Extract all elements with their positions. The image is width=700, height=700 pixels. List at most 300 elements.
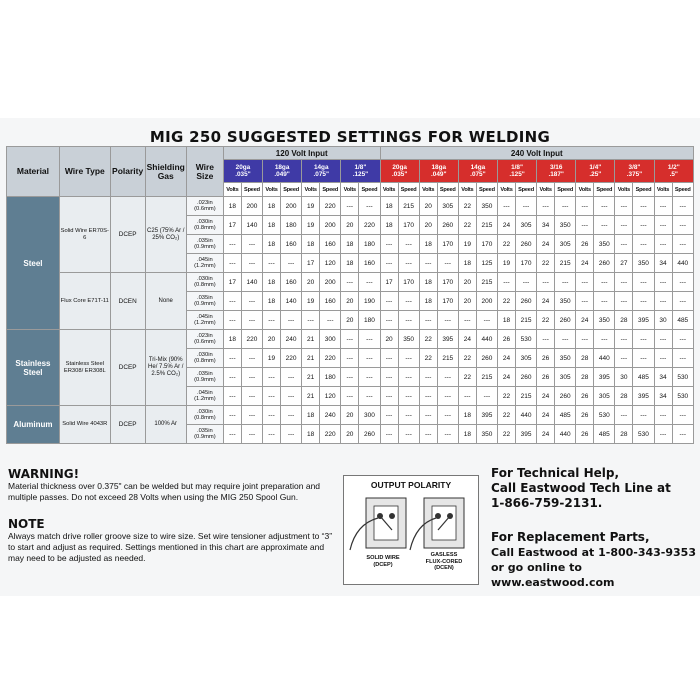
- volts-cell: ---: [380, 387, 398, 406]
- speed-cell: 215: [398, 197, 419, 216]
- volts-cell: ---: [341, 197, 359, 216]
- volts-cell: ---: [654, 330, 672, 349]
- speed-cell: ---: [437, 254, 458, 273]
- volts-header: Volts: [654, 183, 672, 197]
- speed-cell: 395: [437, 330, 458, 349]
- speed-header: Speed: [476, 183, 497, 197]
- volts-cell: ---: [380, 235, 398, 254]
- speed-cell: ---: [555, 197, 576, 216]
- volts-cell: 28: [615, 387, 633, 406]
- speed-cell: ---: [241, 311, 262, 330]
- speed-cell: 350: [555, 216, 576, 235]
- speed-header: Speed: [594, 183, 615, 197]
- speed-cell: 170: [398, 216, 419, 235]
- settings-table: [6, 146, 694, 444]
- volts-cell: 17: [223, 216, 241, 235]
- table-row: [7, 330, 694, 349]
- speed-cell: ---: [594, 292, 615, 311]
- volts-cell: 26: [576, 406, 594, 425]
- volts-cell: ---: [419, 368, 437, 387]
- speed-cell: ---: [241, 406, 262, 425]
- wire-size: .035in (0.9mm): [186, 368, 223, 387]
- wire-type: Solid Wire 4043R: [59, 406, 110, 444]
- volts-cell: 24: [576, 311, 594, 330]
- volts-cell: ---: [654, 292, 672, 311]
- volts-cell: ---: [223, 235, 241, 254]
- volts-cell: 20: [419, 197, 437, 216]
- note-title: NOTE: [8, 517, 45, 531]
- volts-cell: ---: [615, 330, 633, 349]
- hdr-polarity: Polarity: [110, 147, 145, 197]
- speed-cell: ---: [672, 425, 693, 444]
- volts-cell: ---: [654, 349, 672, 368]
- speed-cell: 200: [241, 197, 262, 216]
- volts-cell: 18: [263, 292, 281, 311]
- volts-cell: 18: [341, 235, 359, 254]
- speed-cell: 170: [437, 235, 458, 254]
- speed-cell: 350: [594, 311, 615, 330]
- speed-cell: ---: [672, 330, 693, 349]
- shielding-gas: C25 (75% Ar / 25% CO₂): [145, 197, 186, 273]
- volts-cell: 22: [458, 368, 476, 387]
- speed-cell: 440: [476, 330, 497, 349]
- volts-cell: 24: [537, 406, 555, 425]
- speed-cell: 530: [672, 387, 693, 406]
- volts-cell: ---: [537, 273, 555, 292]
- volts-cell: 20: [419, 216, 437, 235]
- table-row: [7, 406, 694, 425]
- volts-cell: 26: [576, 387, 594, 406]
- speed-cell: 180: [359, 311, 380, 330]
- speed-cell: ---: [672, 235, 693, 254]
- flux-cored-caption: GASLESS FLUX-CORED (DCEN): [425, 552, 463, 571]
- table-row: [7, 273, 694, 292]
- speed-cell: ---: [241, 254, 262, 273]
- speed-cell: 305: [555, 368, 576, 387]
- speed-cell: 215: [515, 311, 536, 330]
- wire-size: .045in (1.2mm): [186, 387, 223, 406]
- volts-cell: 26: [537, 349, 555, 368]
- speed-cell: 220: [320, 349, 341, 368]
- wire-type: Solid Wire ER70S-6: [59, 197, 110, 273]
- volts-cell: ---: [223, 387, 241, 406]
- volts-cell: ---: [223, 254, 241, 273]
- volts-cell: 34: [654, 387, 672, 406]
- volts-cell: 20: [380, 330, 398, 349]
- speed-cell: 350: [633, 254, 654, 273]
- speed-cell: ---: [515, 273, 536, 292]
- volts-cell: 22: [497, 406, 515, 425]
- volts-cell: 18: [380, 197, 398, 216]
- speed-cell: 305: [437, 197, 458, 216]
- volts-cell: ---: [615, 406, 633, 425]
- volts-cell: 22: [419, 330, 437, 349]
- volts-cell: ---: [537, 330, 555, 349]
- speed-header: Speed: [437, 183, 458, 197]
- speed-cell: 170: [398, 273, 419, 292]
- volts-cell: ---: [263, 311, 281, 330]
- speed-cell: 220: [320, 425, 341, 444]
- volts-cell: 24: [497, 368, 515, 387]
- speed-cell: 160: [320, 292, 341, 311]
- shielding-gas: 100% Ar: [145, 406, 186, 444]
- material-stainless-steel: Stainless Steel: [7, 330, 60, 406]
- volts-cell: ---: [497, 197, 515, 216]
- gauge-240-6: 3/8" .375": [615, 160, 654, 183]
- speed-cell: ---: [594, 330, 615, 349]
- speed-cell: 125: [476, 254, 497, 273]
- speed-cell: ---: [281, 425, 302, 444]
- speed-cell: ---: [359, 197, 380, 216]
- gauge-120-3: 1/8" .125": [341, 160, 380, 183]
- hdr-wire-size: Wire Size: [186, 147, 223, 197]
- speed-cell: 240: [281, 330, 302, 349]
- volts-cell: ---: [223, 425, 241, 444]
- volts-header: Volts: [576, 183, 594, 197]
- gauge-240-4: 3/16 .187": [537, 160, 576, 183]
- speed-cell: 220: [281, 349, 302, 368]
- speed-cell: ---: [515, 197, 536, 216]
- speed-header: Speed: [672, 183, 693, 197]
- wire-size: .023in (0.6mm): [186, 197, 223, 216]
- hdr-wire-type: Wire Type: [59, 147, 110, 197]
- note-text: Always match drive roller groove size to wire size. Set wire tensioner adjustment to “3” to start and adjust as required. Settings mentioned in this chart are approximate and may need to be adjusted as needed.: [8, 531, 333, 563]
- volts-header: Volts: [380, 183, 398, 197]
- speed-cell: 215: [476, 216, 497, 235]
- volts-cell: 22: [497, 425, 515, 444]
- solid-wire-caption: SOLID WIRE (DCEP): [366, 555, 400, 568]
- wire-type: Stainless Steel ER308/ ER308L: [59, 330, 110, 406]
- speed-cell: 530: [594, 406, 615, 425]
- volts-header: Volts: [458, 183, 476, 197]
- volts-cell: 21: [302, 330, 320, 349]
- volts-cell: 18: [263, 197, 281, 216]
- speed-cell: ---: [241, 425, 262, 444]
- speed-cell: 260: [515, 292, 536, 311]
- speed-cell: 530: [633, 425, 654, 444]
- volts-cell: 24: [497, 216, 515, 235]
- speed-cell: ---: [281, 387, 302, 406]
- volts-cell: 30: [654, 311, 672, 330]
- speed-cell: ---: [633, 330, 654, 349]
- output-polarity-box: [343, 475, 479, 585]
- volts-cell: ---: [341, 349, 359, 368]
- speed-cell: 200: [320, 273, 341, 292]
- volts-cell: ---: [419, 311, 437, 330]
- speed-cell: ---: [672, 406, 693, 425]
- speed-cell: ---: [672, 292, 693, 311]
- volts-cell: ---: [537, 197, 555, 216]
- hdr-material: Material: [7, 147, 60, 197]
- volts-cell: 18: [419, 273, 437, 292]
- speed-cell: 260: [594, 254, 615, 273]
- speed-cell: ---: [359, 368, 380, 387]
- volts-cell: 27: [615, 254, 633, 273]
- speed-cell: ---: [672, 349, 693, 368]
- volts-cell: ---: [263, 406, 281, 425]
- volts-cell: ---: [615, 349, 633, 368]
- parts-phone-link[interactable]: Call Eastwood at 1-800-343-9353: [491, 546, 696, 559]
- speed-cell: 260: [437, 216, 458, 235]
- speed-cell: ---: [555, 273, 576, 292]
- material-aluminum: Aluminum: [7, 406, 60, 444]
- volts-header: Volts: [419, 183, 437, 197]
- volts-cell: ---: [341, 273, 359, 292]
- speed-cell: ---: [281, 368, 302, 387]
- speed-cell: 200: [320, 216, 341, 235]
- volts-cell: ---: [223, 349, 241, 368]
- volts-cell: ---: [380, 406, 398, 425]
- volts-cell: ---: [615, 292, 633, 311]
- speed-cell: ---: [633, 349, 654, 368]
- warning-title: WARNING!: [8, 467, 80, 481]
- speed-cell: ---: [398, 406, 419, 425]
- wire-size: .045in (1.2mm): [186, 254, 223, 273]
- speed-cell: ---: [241, 387, 262, 406]
- speed-cell: 140: [281, 292, 302, 311]
- speed-cell: ---: [398, 292, 419, 311]
- volts-cell: 20: [341, 311, 359, 330]
- speed-cell: ---: [398, 311, 419, 330]
- volts-cell: 22: [537, 311, 555, 330]
- speed-cell: 530: [672, 368, 693, 387]
- speed-cell: ---: [633, 235, 654, 254]
- speed-cell: 200: [281, 197, 302, 216]
- volts-cell: 24: [576, 254, 594, 273]
- volts-cell: 20: [302, 273, 320, 292]
- speed-cell: 260: [515, 235, 536, 254]
- volts-cell: 18: [263, 216, 281, 235]
- volts-cell: 24: [497, 349, 515, 368]
- volts-cell: 21: [302, 387, 320, 406]
- volts-header: Volts: [263, 183, 281, 197]
- gauge-240-1: 18ga .049": [419, 160, 458, 183]
- speed-cell: ---: [437, 406, 458, 425]
- speed-cell: 180: [359, 235, 380, 254]
- speed-cell: 350: [476, 197, 497, 216]
- shielding-gas: Tri-Mix (90% He/ 7.5% Ar / 2.5% CO₂): [145, 330, 186, 406]
- volts-cell: ---: [419, 254, 437, 273]
- volts-cell: ---: [380, 425, 398, 444]
- speed-cell: ---: [594, 197, 615, 216]
- speed-cell: ---: [476, 387, 497, 406]
- speed-header: Speed: [515, 183, 536, 197]
- speed-cell: 300: [359, 406, 380, 425]
- wire-size: .045in (1.2mm): [186, 311, 223, 330]
- volts-cell: ---: [223, 406, 241, 425]
- speed-cell: 160: [281, 273, 302, 292]
- speed-cell: 160: [320, 235, 341, 254]
- volts-cell: 22: [458, 349, 476, 368]
- volts-cell: 18: [302, 406, 320, 425]
- volts-cell: 19: [302, 216, 320, 235]
- volts-cell: ---: [380, 368, 398, 387]
- volts-cell: ---: [380, 349, 398, 368]
- speed-cell: ---: [672, 197, 693, 216]
- speed-header: Speed: [398, 183, 419, 197]
- speed-cell: ---: [633, 406, 654, 425]
- volts-cell: ---: [615, 273, 633, 292]
- replacement-parts: For Replacement Parts, Call Eastwood at 1-800-343-9353 or go online to www.eastwood.com: [491, 530, 700, 590]
- speed-cell: ---: [398, 387, 419, 406]
- volts-header: Volts: [615, 183, 633, 197]
- volts-cell: 26: [497, 330, 515, 349]
- volts-header: Volts: [223, 183, 241, 197]
- speed-cell: ---: [594, 273, 615, 292]
- volts-cell: 20: [458, 273, 476, 292]
- speed-cell: ---: [241, 349, 262, 368]
- speed-cell: 190: [359, 292, 380, 311]
- volts-cell: 22: [497, 235, 515, 254]
- speed-cell: 215: [555, 254, 576, 273]
- speed-header: Speed: [320, 183, 341, 197]
- speed-cell: 220: [320, 197, 341, 216]
- speed-cell: ---: [359, 387, 380, 406]
- speed-cell: ---: [359, 273, 380, 292]
- speed-cell: ---: [241, 368, 262, 387]
- volts-header: Volts: [302, 183, 320, 197]
- volts-cell: ---: [576, 273, 594, 292]
- speed-cell: ---: [633, 197, 654, 216]
- speed-cell: 305: [515, 216, 536, 235]
- speed-header: Speed: [555, 183, 576, 197]
- speed-cell: 140: [241, 273, 262, 292]
- volts-cell: ---: [223, 311, 241, 330]
- speed-cell: 180: [320, 368, 341, 387]
- gauge-240-7: 1/2" .5": [654, 160, 693, 183]
- volts-cell: 19: [497, 254, 515, 273]
- speed-cell: 215: [476, 273, 497, 292]
- volts-cell: 18: [497, 311, 515, 330]
- speed-cell: 485: [555, 406, 576, 425]
- volts-cell: 22: [458, 216, 476, 235]
- volts-cell: 28: [615, 311, 633, 330]
- speed-cell: 170: [515, 254, 536, 273]
- speed-cell: 350: [555, 292, 576, 311]
- volts-cell: 20: [341, 425, 359, 444]
- wire-size: .023in (0.6mm): [186, 330, 223, 349]
- speed-cell: 260: [515, 368, 536, 387]
- speed-cell: 485: [672, 311, 693, 330]
- volts-cell: ---: [576, 292, 594, 311]
- volts-cell: 18: [380, 216, 398, 235]
- volts-cell: ---: [576, 197, 594, 216]
- speed-cell: ---: [281, 406, 302, 425]
- warning-text: Material thickness over 0.375" can be welded but may require joint preparation and multiple passes. Do not exceed 28 Volts when using the MIG 250 Spool Gun.: [8, 481, 321, 502]
- volts-cell: ---: [654, 425, 672, 444]
- website-link[interactable]: or go online to www.eastwood.com: [491, 561, 615, 589]
- speed-cell: 350: [594, 235, 615, 254]
- volts-cell: 18: [302, 235, 320, 254]
- volts-cell: 21: [302, 349, 320, 368]
- volts-cell: 17: [223, 273, 241, 292]
- volts-cell: ---: [654, 273, 672, 292]
- speed-cell: 160: [359, 254, 380, 273]
- volts-cell: ---: [380, 254, 398, 273]
- volts-cell: 18: [419, 235, 437, 254]
- volts-cell: ---: [654, 216, 672, 235]
- speed-cell: 530: [515, 330, 536, 349]
- speed-cell: 485: [633, 368, 654, 387]
- volts-cell: 26: [537, 368, 555, 387]
- speed-cell: 140: [241, 216, 262, 235]
- volts-cell: 18: [263, 235, 281, 254]
- volts-cell: 34: [654, 254, 672, 273]
- speed-header: Speed: [281, 183, 302, 197]
- speed-cell: 170: [437, 273, 458, 292]
- polarity: DCEP: [110, 197, 145, 273]
- volts-cell: 18: [302, 425, 320, 444]
- output-polarity-title: OUTPUT POLARITY: [370, 480, 452, 490]
- volts-cell: 24: [458, 330, 476, 349]
- gauge-240-5: 1/4" .25": [576, 160, 615, 183]
- volts-header: Volts: [497, 183, 515, 197]
- volts-cell: ---: [615, 216, 633, 235]
- volts-cell: ---: [576, 330, 594, 349]
- volts-cell: 19: [302, 197, 320, 216]
- speed-cell: 395: [633, 311, 654, 330]
- speed-header: Speed: [359, 183, 380, 197]
- speed-cell: ---: [398, 235, 419, 254]
- gauge-240-3: 1/8" .125": [497, 160, 536, 183]
- volts-cell: 28: [576, 368, 594, 387]
- volts-cell: ---: [380, 292, 398, 311]
- volts-cell: 26: [576, 425, 594, 444]
- table-row: [7, 197, 694, 216]
- gauge-240-2: 14ga .075": [458, 160, 497, 183]
- volts-cell: 20: [341, 216, 359, 235]
- speed-cell: 300: [320, 330, 341, 349]
- gauge-120-2: 14ga .075": [302, 160, 341, 183]
- speed-cell: ---: [594, 216, 615, 235]
- speed-cell: ---: [437, 311, 458, 330]
- volts-cell: 17: [302, 254, 320, 273]
- volts-cell: ---: [654, 235, 672, 254]
- volts-cell: 22: [537, 254, 555, 273]
- volts-cell: 18: [458, 254, 476, 273]
- speed-cell: 440: [555, 425, 576, 444]
- speed-cell: ---: [633, 273, 654, 292]
- volts-cell: 20: [341, 292, 359, 311]
- speed-cell: 440: [672, 254, 693, 273]
- volts-header: Volts: [341, 183, 359, 197]
- tech-phone-link[interactable]: 1-866-759-2131.: [491, 496, 603, 510]
- volts-cell: ---: [341, 330, 359, 349]
- speed-cell: 485: [594, 425, 615, 444]
- speed-cell: ---: [281, 311, 302, 330]
- volts-cell: 30: [615, 368, 633, 387]
- volts-cell: 24: [537, 235, 555, 254]
- speed-cell: ---: [633, 216, 654, 235]
- shielding-gas: None: [145, 273, 186, 330]
- volts-cell: 20: [458, 292, 476, 311]
- speed-cell: ---: [398, 254, 419, 273]
- gauge-240-0: 20ga .035": [380, 160, 419, 183]
- wire-size: .035in (0.9mm): [186, 235, 223, 254]
- volts-cell: ---: [615, 197, 633, 216]
- volts-cell: 18: [223, 197, 241, 216]
- speed-cell: 180: [281, 216, 302, 235]
- speed-cell: 350: [398, 330, 419, 349]
- volts-cell: 20: [341, 406, 359, 425]
- volts-cell: ---: [341, 368, 359, 387]
- wire-type: Flux Core E71T-11: [59, 273, 110, 330]
- speed-cell: ---: [241, 292, 262, 311]
- speed-cell: 395: [594, 368, 615, 387]
- volts-cell: 34: [654, 368, 672, 387]
- polarity: DCEN: [110, 273, 145, 330]
- volts-cell: ---: [654, 197, 672, 216]
